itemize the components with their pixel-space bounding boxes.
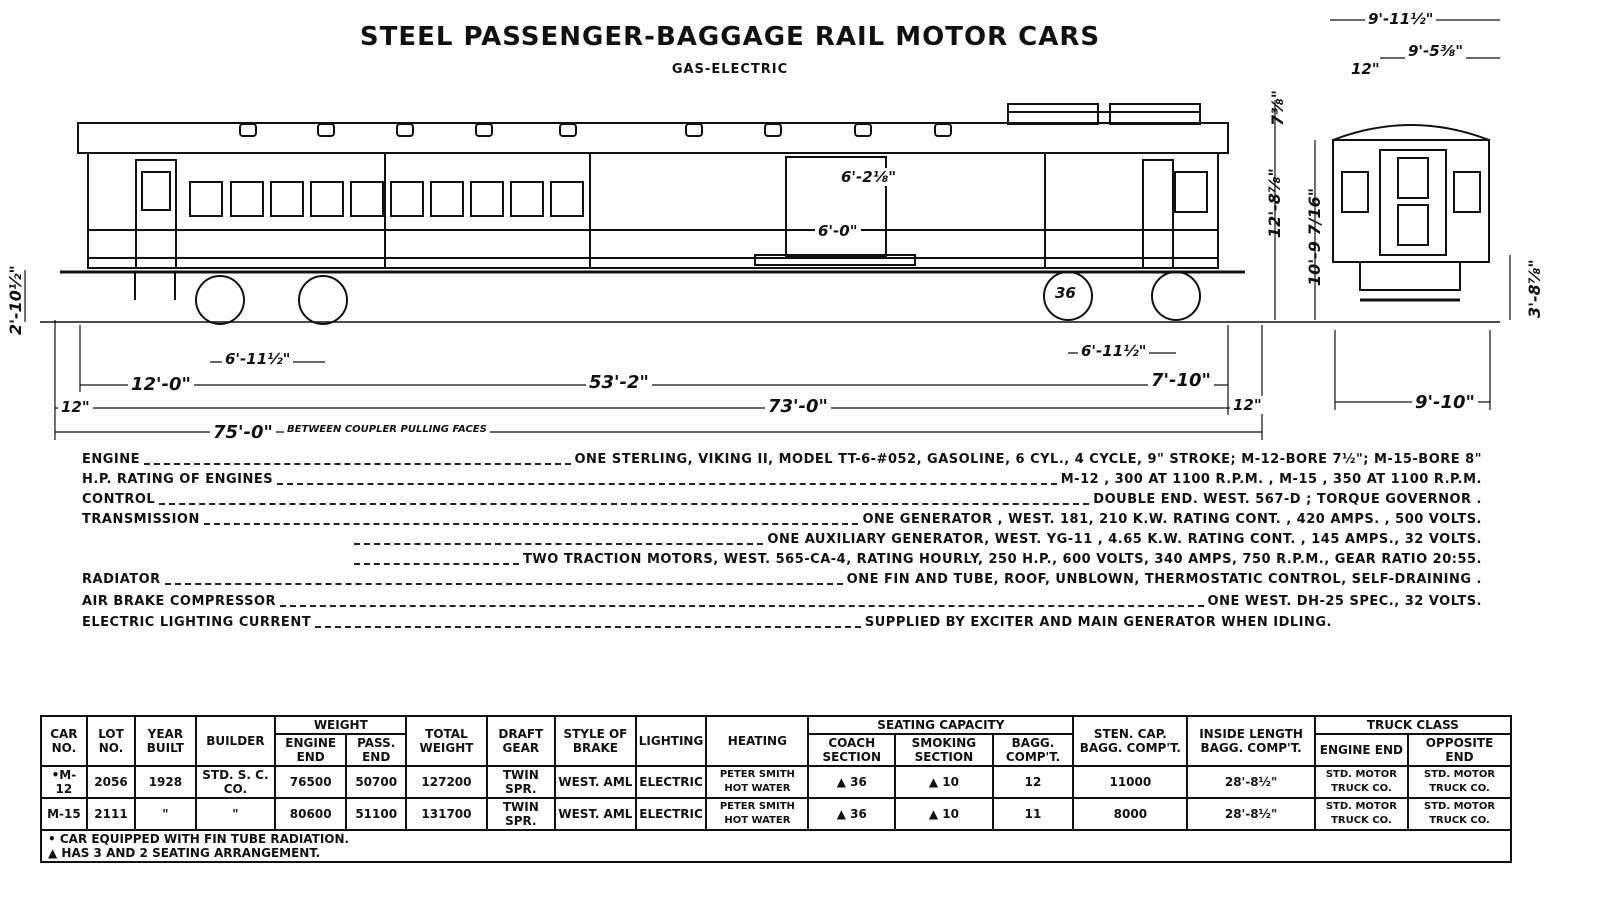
- spec-value: ONE WEST. DH-25 SPEC., 32 VOLTS.: [1207, 594, 1482, 609]
- cell-builder: ": [196, 798, 276, 830]
- cell-year: 1928: [135, 766, 195, 798]
- th-truck-opposite: OPPOSITE END: [1408, 734, 1511, 766]
- dim-roof-height: 7⅜": [1268, 89, 1287, 126]
- th-smoking: SMOKING SECTION: [895, 734, 993, 766]
- spec-lighting: [82, 615, 1332, 630]
- roof-radiator: [1008, 104, 1200, 124]
- dim-73-0: 73'-0": [765, 396, 831, 417]
- dim-body-width: 9'-5⅜": [1405, 42, 1466, 60]
- dim-overall-height: 12'-8⅞": [1265, 168, 1284, 238]
- dim-75-0: 75'-0": [210, 422, 276, 443]
- spec-label: RADIATOR: [82, 572, 161, 587]
- car-data-table: [40, 715, 1512, 863]
- cell-brake: WEST. AML: [555, 798, 636, 830]
- th-weight: WEIGHT: [275, 716, 406, 734]
- car-roof: [78, 123, 1228, 153]
- table-notes: [41, 830, 1511, 862]
- th-builder: BUILDER: [196, 716, 276, 766]
- dim-12-0: 12'-0": [128, 374, 194, 395]
- cell-total: 131700: [406, 798, 486, 830]
- spec-traction-motors: [350, 552, 1482, 567]
- cell-smoking: ▲ 10: [895, 766, 993, 798]
- wheels: [196, 272, 1200, 324]
- spec-value: ONE FIN AND TUBE, ROOF, UNBLOWN, THERMOSTATIC CONTROL, SELF-DRAINING .: [846, 572, 1482, 587]
- dim-door-width: 6'-0": [815, 222, 861, 240]
- th-truck-engine: ENGINE END: [1315, 734, 1408, 766]
- dim-12in-end: 12": [1348, 60, 1383, 78]
- car-body: [88, 153, 1218, 268]
- th-heating: HEATING: [706, 716, 808, 766]
- cell-pass: 51100: [346, 798, 406, 830]
- th-total-weight: TOTAL WEIGHT: [406, 716, 486, 766]
- dim-7-10: 7'-10": [1148, 370, 1214, 391]
- spec-transmission: [82, 512, 1482, 527]
- cell-car: M-15: [47, 807, 81, 821]
- dim-floor-height: 3'-8⅞": [1525, 259, 1544, 318]
- cell-total: 127200: [406, 766, 486, 798]
- cell-lighting: ELECTRIC: [636, 766, 707, 798]
- dim-53-2: 53'-2": [586, 372, 652, 393]
- note-fin-tube: • CAR EQUIPPED WITH FIN TUBE RADIATION.: [48, 832, 350, 846]
- cell-smoking: ▲ 10: [895, 798, 993, 830]
- th-lighting: LIGHTING: [636, 716, 707, 766]
- cell-inside: 28'-8½": [1187, 798, 1314, 830]
- spec-label: ENGINE: [82, 452, 141, 467]
- cell-brake: WEST. AML: [555, 766, 636, 798]
- cell-eng: 80600: [275, 798, 346, 830]
- th-car-no: CAR NO.: [41, 716, 87, 766]
- cell-sten: 8000: [1073, 798, 1187, 830]
- dim-wheelbase-b: 6'-11½": [1078, 342, 1149, 360]
- spec-label: ELECTRIC LIGHTING CURRENT: [82, 615, 312, 630]
- spec-radiator: [82, 572, 1482, 587]
- cell-draft: TWIN SPR.: [487, 798, 556, 830]
- cell-builder: STD. S. C. CO.: [196, 766, 276, 798]
- th-coach: COACH SECTION: [808, 734, 895, 766]
- spec-value: M-12 , 300 AT 1100 R.P.M. , M-15 , 350 AT 1100 R.P.M.: [1060, 472, 1482, 487]
- cell-lighting: ELECTRIC: [636, 798, 707, 830]
- dim-12-left: 12": [58, 398, 93, 416]
- cell-truck-eng: STD. MOTOR TRUCK CO.: [1315, 798, 1408, 830]
- spec-value: TWO TRACTION MOTORS, WEST. 565-CA-4, RATING HOURLY, 250 H.P., 600 VOLTS, 340 AMPS, 750 R.P.M., GEAR RATIO 20:55.: [523, 552, 1482, 567]
- spec-engine: [82, 452, 1482, 467]
- cell-draft: TWIN SPR.: [487, 766, 556, 798]
- cell-sten: 11000: [1073, 766, 1187, 798]
- cell-truck-eng: STD. MOTOR TRUCK CO.: [1315, 766, 1408, 798]
- spec-value: SUPPLIED BY EXCITER AND MAIN GENERATOR WHEN IDLING.: [864, 615, 1332, 630]
- dim-9-10: 9'-10": [1412, 392, 1478, 413]
- cell-inside: 28'-8½": [1187, 766, 1314, 798]
- spec-value: ONE STERLING, VIKING II, MODEL TT-6-#052, GASOLINE, 6 CYL., 4 CYCLE, 9" STROKE; M-12-BORE 7½"; M-15-BORE 8": [574, 452, 1482, 467]
- page-subtitle: GAS-ELECTRIC: [671, 62, 789, 77]
- spec-aux-generator: [350, 532, 1482, 547]
- spec-value: ONE AUXILIARY GENERATOR, WEST. YG-11 , 4.65 K.W. RATING CONT. , 145 AMPS., 32 VOLTS.: [767, 532, 1482, 547]
- cell-lot: 2056: [87, 766, 135, 798]
- th-year-built: YEAR BUILT: [135, 716, 195, 766]
- spec-label: TRANSMISSION: [82, 512, 200, 527]
- spec-label: AIR BRAKE COMPRESSOR: [82, 594, 277, 609]
- th-sten-cap: STEN. CAP. BAGG. COMP'T.: [1073, 716, 1187, 766]
- page-title: STEEL PASSENGER-BAGGAGE RAIL MOTOR CARS: [359, 22, 1101, 52]
- th-inside-length: INSIDE LENGTH BAGG. COMP'T.: [1187, 716, 1314, 766]
- dim-wheelbase-a: 6'-11½": [222, 350, 293, 368]
- cell-truck-opp: STD. MOTOR TRUCK CO.: [1408, 798, 1511, 830]
- cell-coach: ▲ 36: [808, 766, 895, 798]
- dim-12-right: 12": [1230, 396, 1265, 414]
- dim-body-height: 10'-9 7/16": [1305, 187, 1324, 286]
- cell-coach: ▲ 36: [808, 798, 895, 830]
- cell-bagg: 11: [993, 798, 1074, 830]
- dim-between-note: BETWEEN COUPLER PULLING FACES: [284, 424, 490, 435]
- th-engine-end: ENGINE END: [275, 734, 346, 766]
- th-bagg: BAGG. COMP'T.: [993, 734, 1074, 766]
- cell-pass: 50700: [346, 766, 406, 798]
- row-mark: •: [51, 768, 60, 782]
- cell-heating: PETER SMITH HOT WATER: [706, 798, 808, 830]
- cell-heating: PETER SMITH HOT WATER: [706, 766, 808, 798]
- spec-control: [82, 492, 1482, 507]
- dim-door-height: 6'-2⅛": [838, 168, 899, 186]
- spec-value: ONE GENERATOR , WEST. 181, 210 K.W. RATING CONT. , 420 AMPS. , 500 VOLTS.: [862, 512, 1482, 527]
- spec-label: CONTROL: [82, 492, 156, 507]
- note-seating: ▲ HAS 3 AND 2 SEATING ARRANGEMENT.: [48, 846, 321, 860]
- th-style-brake: STYLE OF BRAKE: [555, 716, 636, 766]
- end-view: [1333, 125, 1489, 300]
- table-row: [41, 798, 1511, 830]
- th-truck-class: TRUCK CLASS: [1315, 716, 1511, 734]
- cell-eng: 76500: [275, 766, 346, 798]
- spec-label: H.P. RATING OF ENGINES: [82, 472, 274, 487]
- cell-truck-opp: STD. MOTOR TRUCK CO.: [1408, 766, 1511, 798]
- th-pass-end: PASS. END: [346, 734, 406, 766]
- th-seating: SEATING CAPACITY: [808, 716, 1073, 734]
- spec-hp-rating: [82, 472, 1482, 487]
- cell-lot: 2111: [87, 798, 135, 830]
- dim-coupler-height: 2'-10½": [6, 265, 25, 335]
- spec-air-brake: [82, 594, 1482, 609]
- cell-bagg: 12: [993, 766, 1074, 798]
- cell-year: ": [135, 798, 195, 830]
- dim-wheel-diameter: 36: [1052, 284, 1079, 302]
- table-row: [41, 766, 1511, 798]
- th-draft-gear: DRAFT GEAR: [487, 716, 556, 766]
- cell-car: M-12: [55, 768, 77, 796]
- spec-value: DOUBLE END. WEST. 567-D ; TORQUE GOVERNOR .: [1093, 492, 1482, 507]
- dim-overall-width: 9'-11½": [1365, 10, 1436, 28]
- th-lot-no: LOT NO.: [87, 716, 135, 766]
